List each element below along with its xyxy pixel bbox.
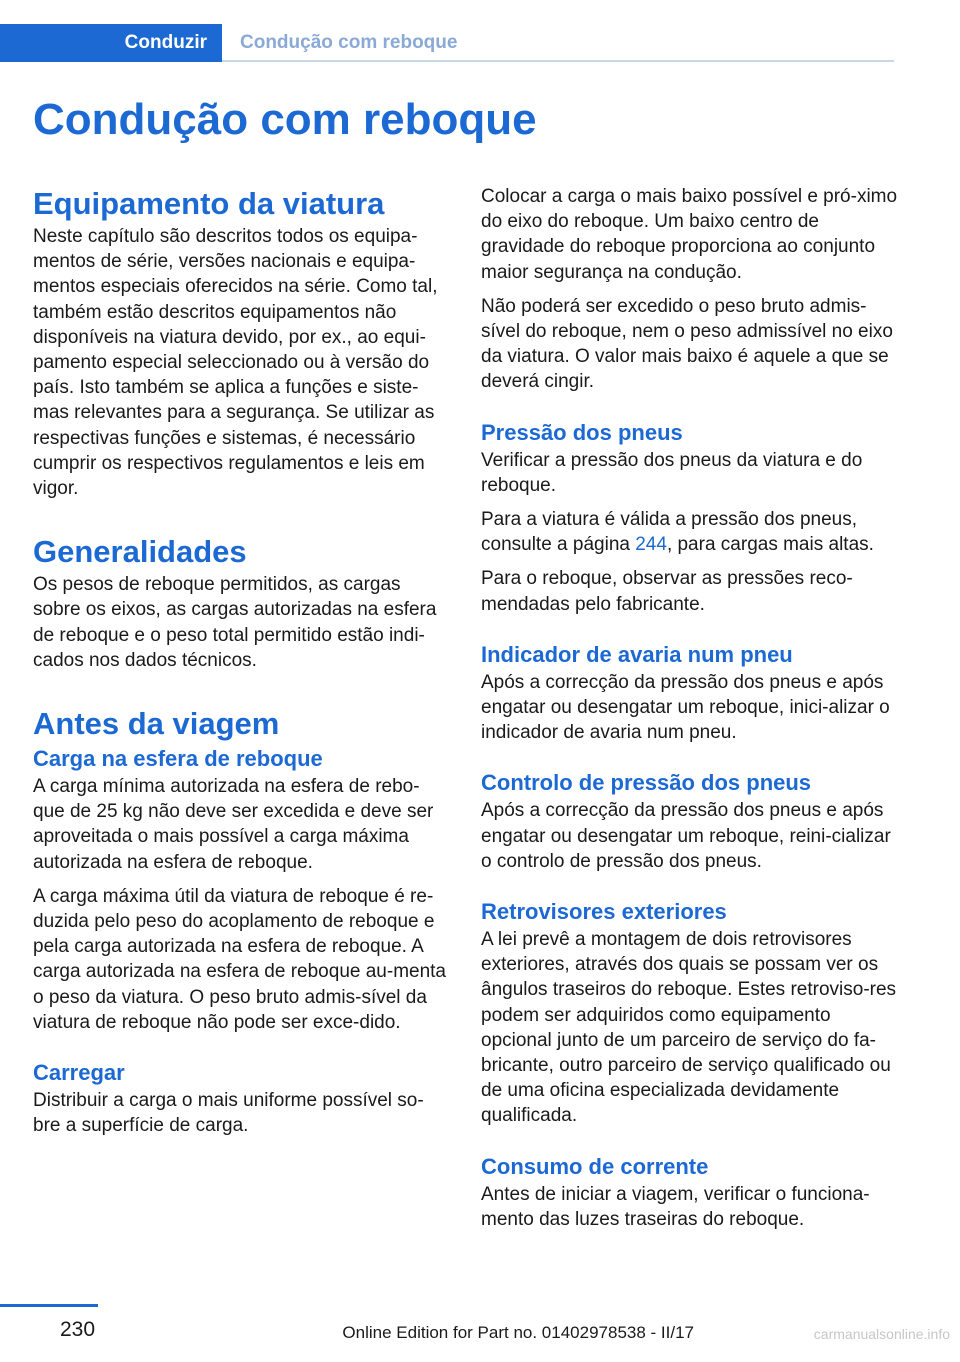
paragraph-carregar-3: Não poderá ser excedido o peso bruto admis-sível do reboque, nem o peso admissível no eixo da viatura. O valor mais baixo é aquele a que se deverá cingir.	[481, 295, 893, 393]
paragraph-carregar-2: Colocar a carga o mais baixo possível e pró-ximo do eixo do reboque. Um baixo centro de gravidade do reboque proporciona ao conjunto maior segurança na condução.	[481, 186, 898, 283]
subsection-title-carga-esfera: Carga na esfera de reboque	[33, 746, 323, 772]
subsection-title-pressao-pneus: Pressão dos pneus	[481, 419, 683, 445]
left-column	[33, 184, 451, 1147]
paragraph-equipamento: Neste capítulo são descritos todos os equipa-mentos de série, versões nacionais e equipa-mentos especiais oferecidos na série. Como tal, também estão descritos equipamentos não disponíveis na viatura devido, por ex., ao equi-pamento especial seleccionado ou à versão do país. Isto também se aplica a funções e siste-mas relevantes para a segurança. Se utilizar as respectivas funções e sistemas, é necessário cumprir os respectivos regulamentos e leis em vigor.	[33, 226, 438, 500]
page-title: Condução com reboque	[33, 95, 537, 144]
paragraph-carga-esfera-1: A carga mínima autorizada na esfera de rebo-que de 25 kg não deve ser excedida e deve ser aproveitada o mais possível a carga máxima autorizada na esfera de reboque.	[33, 776, 434, 873]
section-title-antes-da-viagem: Antes da viagem	[33, 706, 280, 742]
header-tabs	[0, 24, 894, 62]
page-link-244[interactable]: 244	[635, 534, 667, 556]
subsection-title-retrovisores: Retrovisores exteriores	[481, 899, 727, 925]
subsection-title-carregar: Carregar	[33, 1060, 125, 1086]
pressao-text-post: , para cargas mais altas.	[666, 534, 874, 556]
paragraph-pressao-pneus-3: Para o reboque, observar as pressões reco-mendadas pelo fabricante.	[481, 568, 853, 615]
page-number: 230	[60, 1318, 96, 1341]
paragraph-carga-esfera-2: A carga máxima útil da viatura de reboque é re-duzida pelo peso do acoplamento de reboque e pela carga autorizada na esfera de reboque. A carga autorizada na esfera de reboque au-menta o peso da viatura. O peso bruto admis-sível da viatura de reboque não pode ser exce-dido.	[33, 885, 446, 1033]
pressao-text-pre: Para a viatura é válida a pressão dos pneus, consulte a página	[481, 509, 858, 556]
subsection-title-consumo-corrente: Consumo de corrente	[481, 1153, 709, 1179]
tab-conduzir[interactable]: Conduzir	[0, 24, 222, 62]
watermark: carmanualsonline.info	[813, 1326, 950, 1342]
paragraph-retrovisores: A lei prevê a montagem de dois retrovisores exteriores, através dos quais se possam ver os ângulos traseiros do reboque. Estes retroviso-res podem ser adquiridos como equipamento opcional junto de um parceiro de serviço do fa-bricante, outro parceiro de serviço qualificado ou de uma oficina especializada devidamente qualificada.	[481, 929, 897, 1127]
paragraph-generalidades: Os pesos de reboque permitidos, as cargas sobre os eixos, as cargas autorizadas na esfera de reboque e o peso total permitido estão indi-cados nos dados técnicos.	[33, 574, 437, 671]
section-title-generalidades: Generalidades	[33, 534, 247, 570]
header-divider	[222, 60, 894, 62]
paragraph-pressao-pneus-2	[481, 507, 899, 557]
paragraph-controlo-pressao: Após a correcção da pressão dos pneus e após engatar ou desengatar um reboque, reini-cializar o controlo de pressão dos pneus.	[481, 800, 891, 872]
paragraph-carregar: Distribuir a carga o mais uniforme possível so-bre a superfície de carga.	[33, 1090, 424, 1137]
subsection-title-controlo-pressao: Controlo de pressão dos pneus	[481, 770, 812, 796]
tab-conducao-com-reboque[interactable]: Condução com reboque	[240, 32, 458, 53]
subsection-title-indicador-avaria: Indicador de avaria num pneu	[481, 641, 793, 667]
paragraph-consumo-corrente: Antes de iniciar a viagem, verificar o funciona-mento das luzes traseiras do reboque.	[481, 1183, 870, 1230]
footer-accent-line	[0, 1304, 98, 1307]
paragraph-pressao-pneus-1: Verificar a pressão dos pneus da viatura e do reboque.	[481, 449, 863, 496]
right-column	[481, 184, 899, 1241]
paragraph-indicador-avaria: Após a correcção da pressão dos pneus e após engatar ou desengatar um reboque, inici-alizar o indicador de avaria num pneu.	[481, 671, 890, 744]
edition-text: Online Edition for Part no. 01402978538 - II/17	[342, 1323, 694, 1342]
section-title-equipamento: Equipamento da viatura	[33, 186, 385, 221]
